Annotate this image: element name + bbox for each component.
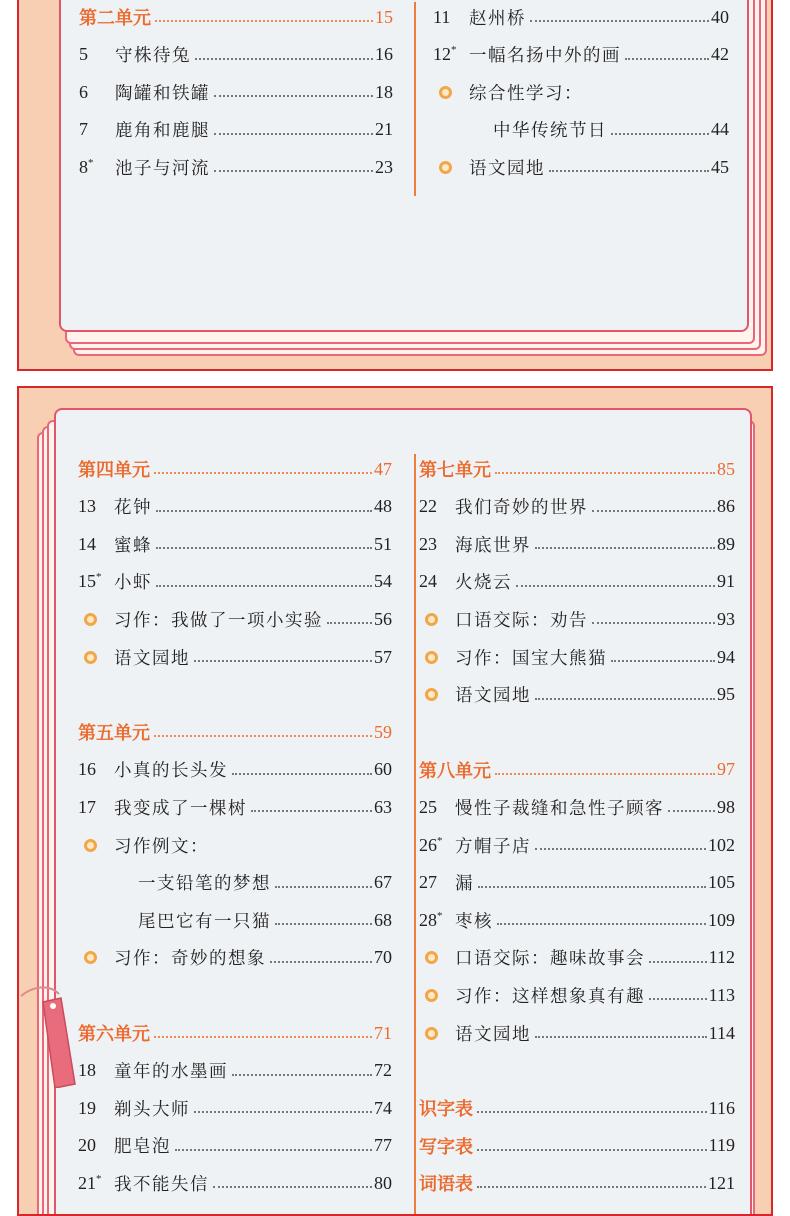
toc-entry[interactable] (433, 2, 729, 32)
entry-title: 口语交际：趣味故事会 (455, 949, 645, 970)
circle-bullet-icon (425, 688, 438, 701)
page-number: 71 (374, 1022, 392, 1043)
page-number: 80 (374, 1172, 392, 1193)
page-number: 77 (374, 1135, 392, 1156)
dot-leader (530, 20, 709, 22)
toc-entry[interactable] (419, 943, 735, 973)
page-number: 51 (374, 533, 392, 554)
circle-bullet-icon (439, 161, 452, 174)
entry-title: 第四单元 (78, 460, 150, 481)
dot-leader (535, 698, 715, 700)
toc-entry[interactable] (78, 717, 392, 747)
toc-entry[interactable] (433, 115, 729, 145)
optional-mark: * (451, 44, 457, 56)
entry-title: 中华传统节日 (493, 121, 607, 141)
toc-entry[interactable] (419, 492, 735, 522)
entry-title: 一幅名扬中外的画 (469, 46, 621, 66)
dot-leader (194, 660, 372, 662)
entry-title: 小虾 (114, 573, 152, 594)
lesson-number: 19 (78, 1097, 96, 1118)
column-divider (414, 2, 416, 196)
entry-title: 鹿角和鹿腿 (115, 121, 210, 141)
toc-entry[interactable] (419, 1168, 735, 1198)
dot-leader (275, 886, 372, 888)
dot-leader (232, 1074, 372, 1076)
toc-entry[interactable] (433, 152, 729, 182)
entry-title: 我不能失信 (114, 1174, 209, 1195)
toc-column-right (419, 454, 735, 1214)
entry-title: 池子与河流 (115, 158, 210, 179)
page-number: 45 (711, 156, 729, 177)
lesson-number: 7 (79, 119, 88, 139)
page-number: 98 (717, 796, 735, 817)
lesson-number: 25 (419, 796, 437, 817)
toc-entry[interactable] (78, 868, 392, 898)
page-number: 18 (375, 81, 393, 102)
page-number: 54 (374, 571, 392, 592)
entry-title: 尾巴它有一只猫 (138, 911, 271, 932)
page-number: 15 (375, 6, 393, 27)
entry-title: 海底世界 (455, 535, 531, 556)
page-number: 56 (374, 608, 392, 629)
page-number: 23 (375, 156, 393, 177)
entry-title: 词语表 (419, 1174, 473, 1196)
toc-entry[interactable] (79, 152, 393, 182)
toc-entry[interactable] (78, 642, 392, 672)
page-number: 109 (708, 909, 735, 930)
toc-entry[interactable] (79, 2, 393, 32)
entry-title: 一支铅笔的梦想 (138, 874, 271, 895)
toc-entry[interactable] (419, 905, 735, 935)
page-number: 48 (374, 496, 392, 517)
entry-title: 习作：我做了一项小实验 (114, 610, 323, 631)
optional-mark: * (96, 571, 102, 584)
toc-column-left (78, 454, 392, 1214)
dot-leader (251, 810, 372, 812)
entry-title: 写字表 (419, 1136, 473, 1158)
toc-entry[interactable] (78, 492, 392, 522)
dot-leader (611, 133, 709, 135)
dot-leader (214, 133, 373, 135)
toc-entry[interactable] (419, 680, 735, 710)
page-number: 94 (717, 646, 735, 667)
lesson-number: 23 (419, 533, 437, 554)
page-number: 85 (717, 458, 735, 479)
circle-bullet-icon (425, 951, 438, 964)
dot-leader (270, 961, 372, 963)
lesson-number: 27 (419, 872, 437, 893)
column-divider (414, 454, 416, 1214)
lesson-number: 16 (78, 759, 96, 780)
optional-mark: * (96, 1172, 102, 1185)
entry-title: 赵州桥 (469, 8, 526, 29)
page-number: 44 (711, 119, 729, 139)
toc-entry[interactable] (419, 1131, 735, 1161)
entry-title: 蜜蜂 (114, 535, 152, 556)
dot-leader (535, 848, 706, 850)
circle-bullet-icon (84, 613, 97, 626)
dot-leader (535, 1036, 707, 1038)
toc-entry[interactable] (419, 567, 735, 597)
toc-entry[interactable] (78, 1168, 392, 1198)
entry-title: 语文园地 (114, 648, 190, 669)
toc-entry[interactable] (78, 1056, 392, 1086)
toc-entry[interactable] (419, 529, 735, 559)
lesson-number: 6 (79, 81, 88, 102)
lesson-number: 22 (419, 496, 437, 517)
page-number: 42 (711, 44, 729, 64)
dot-leader (516, 585, 715, 587)
toc-entry[interactable] (419, 980, 735, 1010)
dot-leader (477, 1149, 707, 1151)
toc-panel-bottom (17, 386, 773, 1216)
circle-bullet-icon (425, 989, 438, 1002)
bookmark-tag-icon (19, 968, 79, 1088)
toc-entry[interactable] (419, 755, 735, 785)
page-number: 72 (374, 1060, 392, 1081)
dot-leader (275, 923, 372, 925)
toc-entry[interactable] (419, 830, 735, 860)
dot-leader (611, 660, 715, 662)
dot-leader (625, 58, 709, 60)
dot-leader (592, 622, 715, 624)
page-number: 74 (374, 1097, 392, 1118)
page-number: 68 (374, 909, 392, 930)
page-number: 86 (717, 496, 735, 517)
entry-title: 习作：国宝大熊猫 (455, 648, 607, 669)
page-number: 70 (374, 947, 392, 968)
entry-title: 守株待兔 (115, 46, 191, 66)
dot-leader (214, 95, 373, 97)
dot-leader (327, 622, 372, 624)
toc-entry[interactable] (419, 868, 735, 898)
dot-leader (649, 998, 707, 1000)
entry-title: 肥皂泡 (114, 1137, 171, 1158)
dot-leader (495, 472, 715, 474)
toc-entry[interactable] (419, 454, 735, 484)
dot-leader (592, 510, 715, 512)
page-number: 105 (708, 872, 735, 893)
entry-title: 第二单元 (79, 8, 151, 29)
optional-mark: * (88, 156, 94, 169)
circle-bullet-icon (425, 613, 438, 626)
page-number: 67 (374, 872, 392, 893)
dot-leader (175, 1149, 372, 1151)
toc-page (59, 0, 749, 332)
circle-bullet-icon (84, 839, 97, 852)
entry-title: 童年的水墨画 (114, 1062, 228, 1083)
entry-title: 习作：奇妙的想象 (114, 949, 266, 970)
page-number: 91 (717, 571, 735, 592)
toc-entry[interactable] (78, 943, 392, 973)
toc-entry[interactable] (419, 1093, 735, 1123)
toc-panel-top (17, 0, 773, 371)
page-number: 113 (708, 984, 735, 1005)
dot-leader (156, 547, 372, 549)
optional-mark: * (437, 909, 443, 922)
entry-title: 火烧云 (455, 573, 512, 594)
page-number: 63 (374, 796, 392, 817)
dot-leader (195, 58, 373, 60)
toc-entry[interactable] (78, 792, 392, 822)
dot-leader (154, 472, 372, 474)
page-number: 60 (374, 759, 392, 780)
entry-title: 第七单元 (419, 460, 491, 481)
dot-leader (154, 1036, 372, 1038)
toc-entry[interactable] (78, 567, 392, 597)
entry-title: 语文园地 (455, 1024, 531, 1045)
dot-leader (214, 170, 373, 172)
dot-leader (213, 1186, 372, 1188)
circle-bullet-icon (425, 651, 438, 664)
toc-entry[interactable] (78, 1131, 392, 1161)
dot-leader (497, 923, 706, 925)
lesson-number: 28* (419, 909, 443, 930)
entry-title: 识字表 (419, 1099, 473, 1121)
page-number: 116 (708, 1097, 735, 1118)
dot-leader (535, 547, 715, 549)
entry-title: 综合性学习： (469, 83, 583, 104)
page-number: 47 (374, 458, 392, 479)
page-number: 93 (717, 608, 735, 629)
dot-leader (194, 1111, 372, 1113)
page-number: 95 (717, 684, 735, 705)
entry-title: 漏 (455, 874, 474, 895)
entry-title: 语文园地 (455, 686, 531, 707)
entry-title: 花钟 (114, 498, 152, 519)
page-number: 112 (708, 947, 735, 968)
lesson-number: 20 (78, 1135, 96, 1156)
toc-entry[interactable] (419, 604, 735, 634)
entry-title: 习作：这样想象真有趣 (455, 986, 645, 1007)
toc-entry[interactable] (78, 604, 392, 634)
dot-leader (668, 810, 715, 812)
lesson-number: 18 (78, 1060, 96, 1081)
dot-leader (156, 585, 372, 587)
circle-bullet-icon (84, 651, 97, 664)
page-number: 89 (717, 533, 735, 554)
toc-entry[interactable] (78, 529, 392, 559)
toc-entry[interactable] (78, 905, 392, 935)
entry-title: 第八单元 (419, 760, 491, 782)
toc-page (54, 408, 752, 1216)
dot-leader (495, 773, 715, 775)
toc-entry[interactable] (79, 77, 393, 107)
entry-title: 习作例文： (114, 836, 209, 857)
entry-title: 慢性子裁缝和急性子顾客 (455, 798, 664, 819)
page-number: 102 (708, 834, 735, 855)
dot-leader (649, 961, 707, 963)
page-number: 121 (708, 1172, 735, 1193)
entry-title: 剃头大师 (114, 1099, 190, 1120)
dot-leader (477, 1186, 706, 1188)
toc-column-left (79, 2, 393, 202)
lesson-number: 17 (78, 796, 96, 817)
toc-entry[interactable] (433, 77, 729, 107)
entry-title: 我变成了一棵树 (114, 798, 247, 819)
entry-title: 口语交际：劝告 (455, 610, 588, 631)
toc-entry[interactable] (78, 454, 392, 484)
toc-entry[interactable] (79, 40, 393, 70)
lesson-number: 24 (419, 571, 437, 592)
page-number: 114 (708, 1022, 735, 1043)
toc-entry[interactable] (78, 1018, 392, 1048)
dot-leader (478, 886, 706, 888)
optional-mark: * (437, 834, 443, 847)
toc-entry[interactable] (79, 115, 393, 145)
dot-leader (156, 510, 372, 512)
lesson-number: 12* (433, 44, 457, 64)
page-number: 119 (708, 1135, 735, 1156)
lesson-number: 26* (419, 834, 443, 855)
entry-title: 我们奇妙的世界 (455, 498, 588, 519)
toc-entry[interactable] (419, 1018, 735, 1048)
dot-leader (477, 1111, 707, 1113)
lesson-number: 21* (78, 1172, 102, 1193)
lesson-number: 11 (433, 6, 451, 27)
circle-bullet-icon (425, 1027, 438, 1040)
dot-leader (232, 773, 372, 775)
toc-entry[interactable] (419, 642, 735, 672)
toc-entry[interactable] (78, 830, 392, 860)
page-number: 97 (717, 759, 735, 780)
entry-title: 枣核 (455, 911, 493, 932)
toc-entry[interactable] (78, 755, 392, 785)
page-number: 40 (711, 6, 729, 27)
lesson-number: 13 (78, 496, 96, 517)
entry-title: 小真的长头发 (114, 761, 228, 782)
page-number: 21 (375, 119, 393, 139)
toc-entry[interactable] (433, 40, 729, 70)
lesson-number: 14 (78, 533, 96, 554)
entry-title: 方帽子店 (455, 836, 531, 857)
entry-title: 陶罐和铁罐 (115, 83, 210, 104)
dot-leader (155, 20, 373, 22)
lesson-number: 5 (79, 44, 88, 64)
dot-leader (549, 170, 709, 172)
lesson-number: 8* (79, 156, 94, 177)
toc-entry[interactable] (78, 1093, 392, 1123)
page-number: 59 (374, 721, 392, 742)
dot-leader (154, 735, 372, 737)
entry-title: 第五单元 (78, 723, 150, 745)
entry-title: 语文园地 (469, 158, 545, 179)
page-number: 57 (374, 646, 392, 667)
page-number: 16 (375, 44, 393, 64)
lesson-number: 15* (78, 571, 102, 592)
toc-entry[interactable] (419, 792, 735, 822)
entry-title: 第六单元 (78, 1024, 150, 1045)
circle-bullet-icon (84, 951, 97, 964)
circle-bullet-icon (439, 86, 452, 99)
toc-column-right (433, 2, 729, 202)
